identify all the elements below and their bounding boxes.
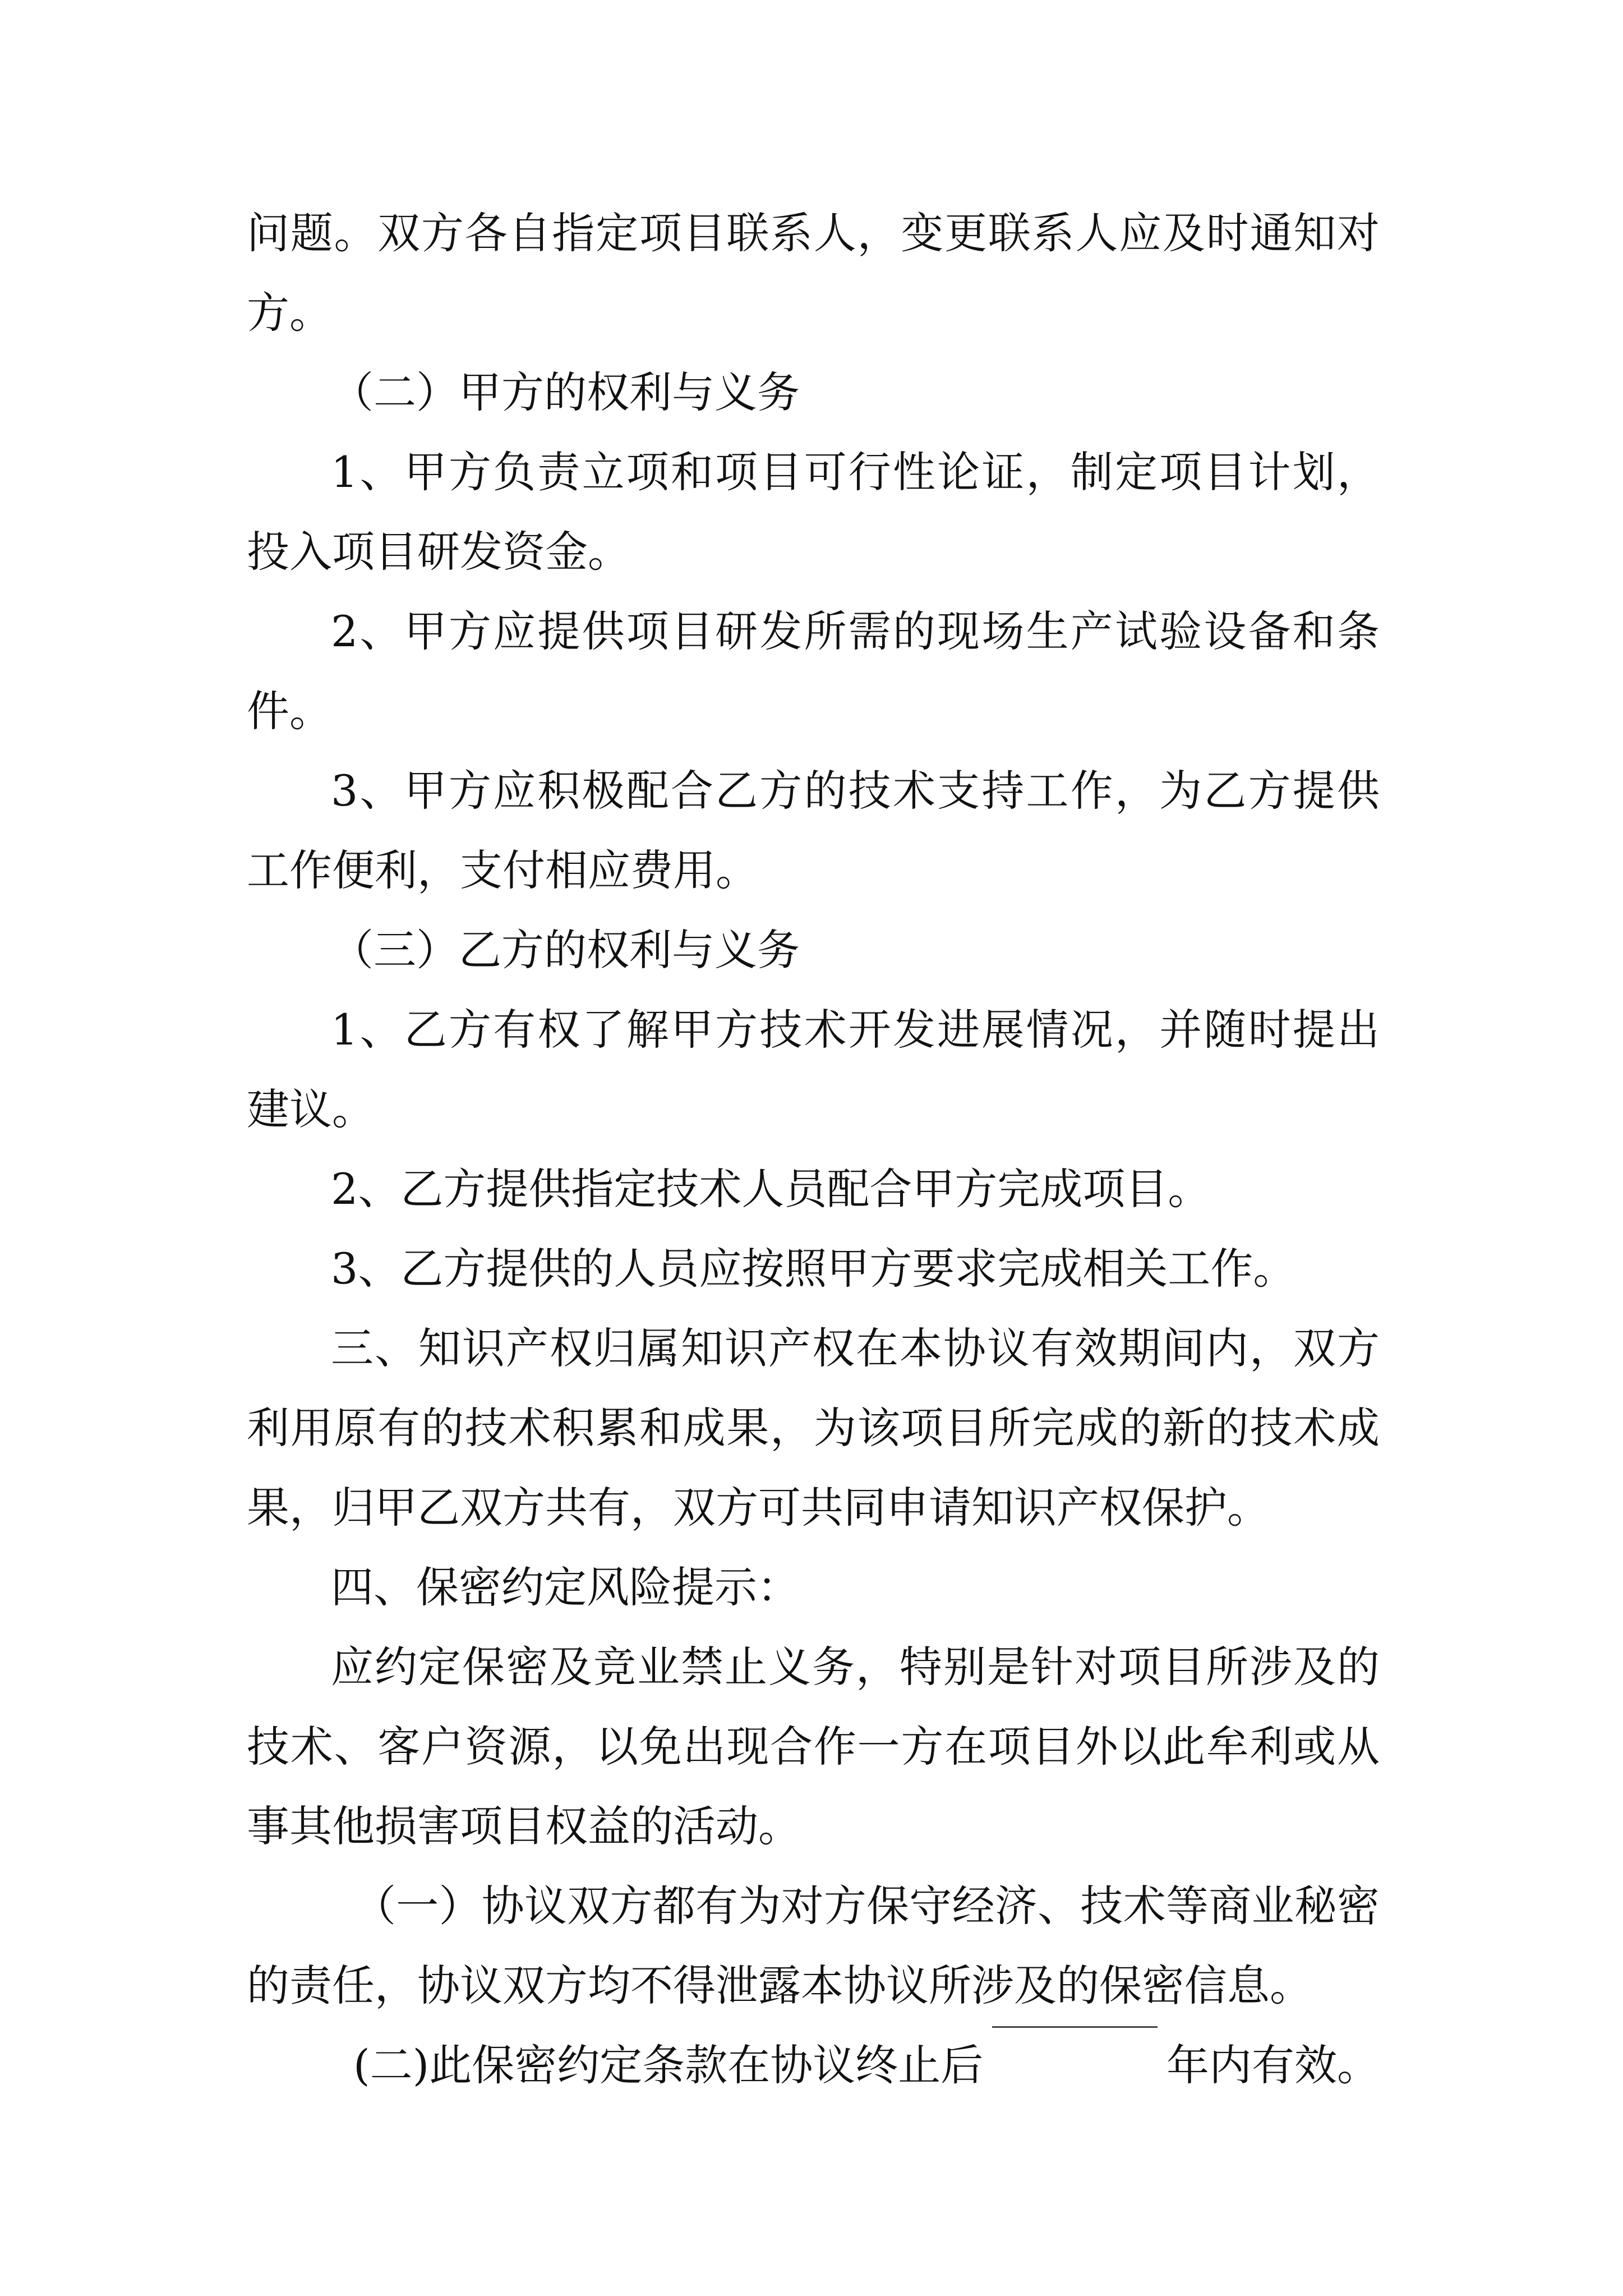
text-line: （一）协议双方都有为对方保守经济、技术等商业秘密 (353, 1881, 1380, 1931)
text-line: 2、甲方应提供项目研发所需的现场生产试验设备和条 (331, 606, 1380, 656)
text-line: 的责任，协议双方均不得泄露本协议所涉及的保密信息。 (247, 1961, 1312, 2010)
text-line: 1、乙方有权了解甲方技术开发进展情况，并随时提出 (331, 1005, 1380, 1055)
text-fragment: (二)此保密约定条款在协议终止后 (353, 2040, 984, 2090)
text-line: 三、知识产权归属知识产权在本协议有效期间内，双方 (331, 1323, 1380, 1373)
text-line: 建议。 (247, 1084, 375, 1134)
document-body (247, 194, 1380, 2105)
text-line-with-blank (247, 2026, 1380, 2105)
section-heading: 四、保密约定风险提示： (331, 1562, 800, 1612)
text-line: 2、乙方提供指定技术人员配合甲方完成项目。 (331, 1164, 1211, 1214)
text-line: 3、甲方应积极配合乙方的技术支持工作，为乙方提供 (331, 766, 1380, 816)
text-line: 果，归甲乙双方共有，双方可共同申请知识产权保护。 (247, 1483, 1270, 1533)
section-heading: （三）乙方的权利与义务 (331, 925, 800, 975)
text-line: 3、乙方提供的人员应按照甲方要求完成相关工作。 (331, 1244, 1296, 1294)
fill-in-blank (992, 2026, 1158, 2028)
text-line: 问题。双方各自指定项目联系人，变更联系人应及时通知对 (247, 208, 1380, 258)
text-line: 投入项目研发资金。 (247, 527, 630, 577)
text-line: 利用原有的技术积累和成果，为该项目所完成的新的技术成 (247, 1403, 1380, 1453)
text-line: 方。 (247, 288, 332, 338)
text-line: 技术、客户资源，以免出现合作一方在项目外以此牟利或从 (247, 1722, 1380, 1772)
text-line: 事其他损害项目权益的活动。 (247, 1801, 801, 1851)
text-line: 工作便利，支付相应费用。 (247, 845, 758, 895)
text-fragment: 年内有效。 (1166, 2040, 1380, 2090)
text-line: 件。 (247, 686, 332, 736)
section-heading: （二）甲方的权利与义务 (331, 367, 800, 417)
text-line: 1、甲方负责立项和项目可行性论证，制定项目计划， (331, 447, 1380, 497)
text-line: 应约定保密及竞业禁止义务，特别是针对项目所涉及的 (331, 1642, 1380, 1692)
